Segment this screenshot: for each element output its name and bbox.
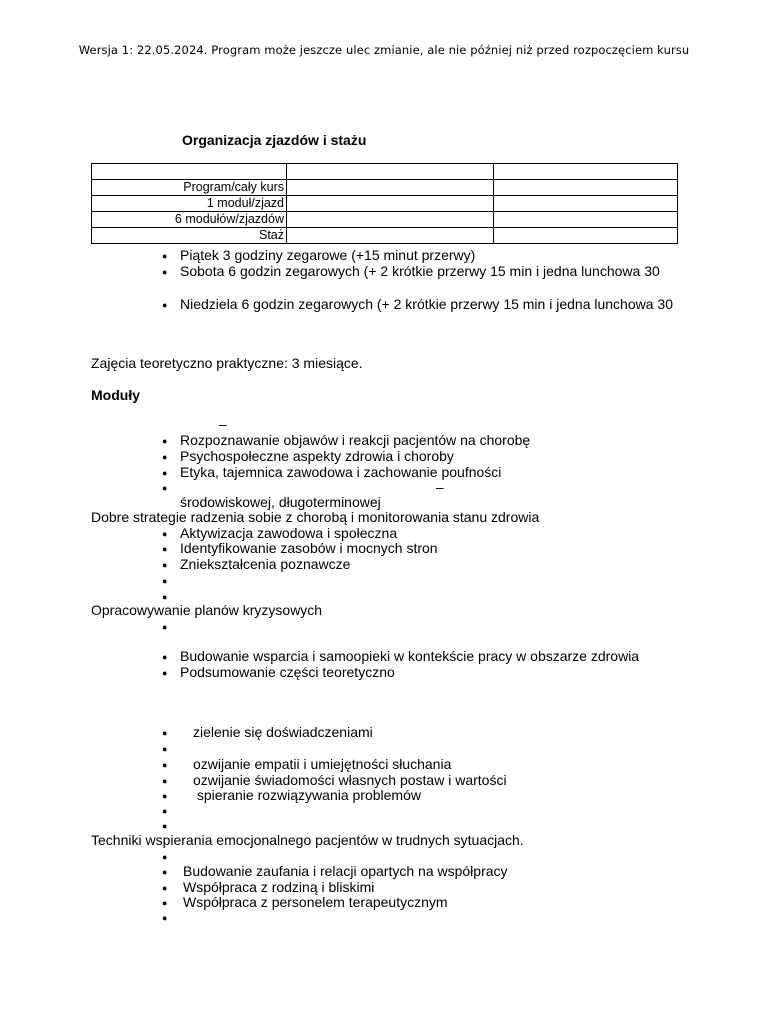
bullet-icon: ● <box>162 529 168 539</box>
list-item: Zniekształcenia poznawcze <box>180 556 351 572</box>
table-cell <box>494 180 678 196</box>
dash-mark: – <box>219 416 227 432</box>
modules-heading: Moduły <box>91 387 140 403</box>
bullet-icon: ● <box>162 622 168 632</box>
table-cell <box>287 164 494 180</box>
list-item: Współpraca z personelem terapeutycznym <box>183 894 448 910</box>
section-heading: Dobre strategie radzenia sobie z chorobą i monitorowania stanu zdrowia <box>91 509 540 525</box>
table-cell: Program/cały kurs <box>92 180 287 196</box>
bullet-icon: ● <box>162 852 168 862</box>
bullet-icon: ● <box>162 867 168 877</box>
table-cell <box>287 212 494 228</box>
list-item: zielenie się doświadczeniami <box>193 724 373 740</box>
bullet-icon: ● <box>162 791 168 801</box>
version-note: Wersja 1: 22.05.2024. Program może jeszcze ulec zmianie, ale nie później niż przed rozpoczęciem kursu <box>78 43 690 57</box>
table-row <box>92 212 678 228</box>
bullet-icon: ● <box>162 436 168 446</box>
table-cell <box>287 228 494 244</box>
table-cell <box>494 196 678 212</box>
bullet-icon: ● <box>162 576 168 586</box>
list-item: Współpraca z rodziną i bliskimi <box>183 879 375 895</box>
table-cell <box>494 164 678 180</box>
table-cell <box>494 228 678 244</box>
list-item: Psychospołeczne aspekty zdrowia i choroby <box>180 448 454 464</box>
list-item: Identyfikowanie zasobów i mocnych stron <box>180 540 438 556</box>
bullet-icon: ● <box>162 898 168 908</box>
table-cell <box>287 180 494 196</box>
list-item: ozwijanie empatii i umiejętności słuchania <box>193 756 452 772</box>
bullet-icon: ● <box>162 544 168 554</box>
bullet-icon: ● <box>162 592 168 602</box>
table-cell: 6 modułów/zjazdów <box>92 212 287 228</box>
bullet-icon: ● <box>162 300 168 310</box>
table-cell <box>494 212 678 228</box>
table-row <box>92 164 678 180</box>
dash-mark: – <box>436 479 444 495</box>
table-row <box>92 228 678 244</box>
list-item: Budowanie zaufania i relacji opartych na współpracy <box>183 863 508 879</box>
list-item: Aktywizacja zawodowa i społeczna <box>180 525 398 541</box>
table-cell <box>92 164 287 180</box>
bullet-icon: ● <box>162 744 168 754</box>
bullet-icon: ● <box>162 883 168 893</box>
bullet-icon: ● <box>162 468 168 478</box>
bullet-icon: ● <box>162 728 168 738</box>
bullet-icon: ● <box>162 821 168 831</box>
continuation-text: środowiskowej, długoterminowej <box>180 494 381 510</box>
bullet-icon: ● <box>162 806 168 816</box>
bullet-icon: ● <box>162 267 168 277</box>
list-item: spieranie rozwiązywania problemów <box>193 787 421 803</box>
bullet-icon: ● <box>162 452 168 462</box>
bullet-icon: ● <box>162 560 168 570</box>
list-item: ozwijanie świadomości własnych postaw i wartości <box>193 772 507 788</box>
bullet-icon: ● <box>162 483 168 493</box>
organization-table <box>91 163 678 244</box>
bullet-icon: ● <box>162 251 168 261</box>
list-item: Budowanie wsparcia i samoopieki w kontekście pracy w obszarze zdrowia <box>180 648 640 664</box>
table-cell: Staż <box>92 228 287 244</box>
list-item: Niedziela 6 godzin zegarowych (+ 2 krótkie przerwy 15 min i jedna lunchowa 30 <box>180 296 673 312</box>
section-heading: Opracowywanie planów kryzysowych <box>91 602 323 618</box>
bullet-icon: ● <box>162 668 168 678</box>
classes-note: Zajęcia teoretyczno praktyczne: 3 miesiące. <box>91 355 363 371</box>
section-heading: Techniki wspierania emocjonalnego pacjentów w trudnych sytuacjach. <box>91 832 524 848</box>
list-item: Podsumowanie części teoretyczno <box>180 664 395 680</box>
bullet-icon: ● <box>162 913 168 923</box>
bullet-icon: ● <box>162 776 168 786</box>
table-row <box>92 180 678 196</box>
list-item: Sobota 6 godzin zegarowych (+ 2 krótkie przerwy 15 min i jedna lunchowa 30 <box>180 263 660 279</box>
bullet-icon: ● <box>162 652 168 662</box>
table-cell: 1 moduł/zjazd <box>92 196 287 212</box>
list-item: Rozpoznawanie objawów i reakcji pacjentów na chorobę <box>180 432 531 448</box>
bullet-icon: ● <box>162 760 168 770</box>
list-item: Etyka, tajemnica zawodowa i zachowanie poufności <box>180 464 502 480</box>
list-item: Piątek 3 godziny zegarowe (+15 minut przerwy) <box>180 247 476 263</box>
page-title: Organizacja zjazdów i stażu <box>182 132 367 148</box>
table-row <box>92 196 678 212</box>
table-cell <box>287 196 494 212</box>
